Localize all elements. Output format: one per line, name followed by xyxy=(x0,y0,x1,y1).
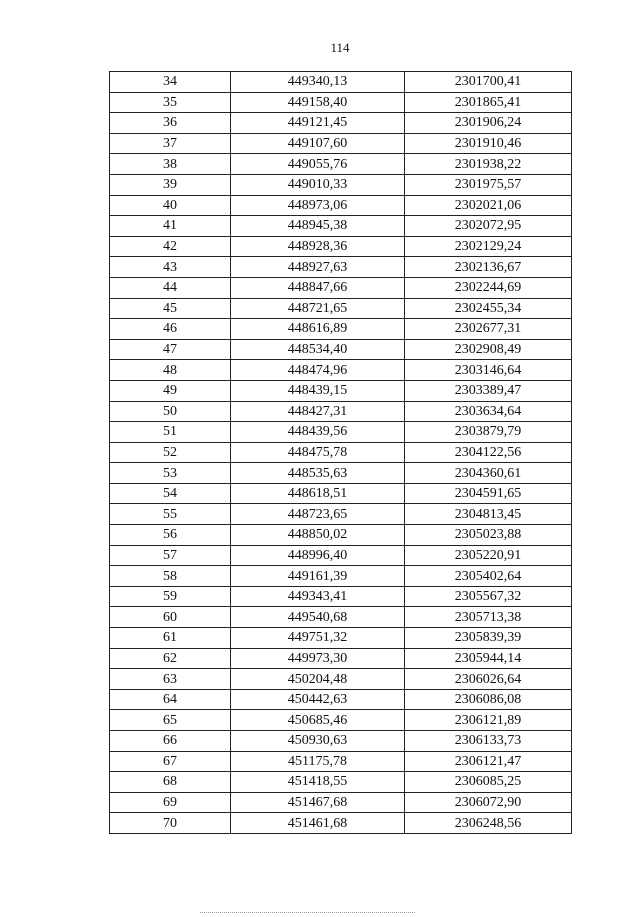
table-row xyxy=(110,92,572,113)
point-number-cell: 37 xyxy=(110,133,231,154)
x-coordinate-cell: 448427,31 xyxy=(231,401,405,422)
point-number-cell: 47 xyxy=(110,339,231,360)
point-number-cell: 34 xyxy=(110,72,231,93)
scan-edge-line xyxy=(200,912,415,913)
table-row xyxy=(110,422,572,443)
x-coordinate-cell: 448439,15 xyxy=(231,380,405,401)
table-row xyxy=(110,628,572,649)
point-number-cell: 66 xyxy=(110,731,231,752)
point-number-cell: 67 xyxy=(110,751,231,772)
y-coordinate-cell: 2304360,61 xyxy=(405,463,572,484)
y-coordinate-cell: 2302677,31 xyxy=(405,319,572,340)
y-coordinate-cell: 2302072,95 xyxy=(405,216,572,237)
x-coordinate-cell: 451418,55 xyxy=(231,772,405,793)
point-number-cell: 68 xyxy=(110,772,231,793)
y-coordinate-cell: 2306133,73 xyxy=(405,731,572,752)
y-coordinate-cell: 2305402,64 xyxy=(405,566,572,587)
table-row xyxy=(110,648,572,669)
point-number-cell: 46 xyxy=(110,319,231,340)
table-row xyxy=(110,772,572,793)
x-coordinate-cell: 448945,38 xyxy=(231,216,405,237)
y-coordinate-cell: 2301865,41 xyxy=(405,92,572,113)
point-number-cell: 57 xyxy=(110,545,231,566)
x-coordinate-cell: 449751,32 xyxy=(231,628,405,649)
table-row xyxy=(110,195,572,216)
table-row xyxy=(110,813,572,834)
point-number-cell: 54 xyxy=(110,483,231,504)
point-number-cell: 48 xyxy=(110,360,231,381)
y-coordinate-cell: 2305220,91 xyxy=(405,545,572,566)
x-coordinate-cell: 448439,56 xyxy=(231,422,405,443)
x-coordinate-cell: 448927,63 xyxy=(231,257,405,278)
table-row xyxy=(110,133,572,154)
point-number-cell: 69 xyxy=(110,792,231,813)
point-number-cell: 64 xyxy=(110,689,231,710)
y-coordinate-cell: 2305944,14 xyxy=(405,648,572,669)
x-coordinate-cell: 448723,65 xyxy=(231,504,405,525)
x-coordinate-cell: 450442,63 xyxy=(231,689,405,710)
x-coordinate-cell: 448996,40 xyxy=(231,545,405,566)
x-coordinate-cell: 449161,39 xyxy=(231,566,405,587)
y-coordinate-cell: 2304122,56 xyxy=(405,442,572,463)
y-coordinate-cell: 2303879,79 xyxy=(405,422,572,443)
point-number-cell: 70 xyxy=(110,813,231,834)
x-coordinate-cell: 448618,51 xyxy=(231,483,405,504)
table-row xyxy=(110,731,572,752)
point-number-cell: 58 xyxy=(110,566,231,587)
y-coordinate-cell: 2301700,41 xyxy=(405,72,572,93)
x-coordinate-cell: 448928,36 xyxy=(231,236,405,257)
table-row xyxy=(110,401,572,422)
point-number-cell: 55 xyxy=(110,504,231,525)
x-coordinate-cell: 448973,06 xyxy=(231,195,405,216)
x-coordinate-cell: 449107,60 xyxy=(231,133,405,154)
point-number-cell: 61 xyxy=(110,628,231,649)
x-coordinate-cell: 449158,40 xyxy=(231,92,405,113)
y-coordinate-cell: 2306121,89 xyxy=(405,710,572,731)
y-coordinate-cell: 2301975,57 xyxy=(405,174,572,195)
y-coordinate-cell: 2305839,39 xyxy=(405,628,572,649)
table-row xyxy=(110,483,572,504)
y-coordinate-cell: 2302129,24 xyxy=(405,236,572,257)
y-coordinate-cell: 2306085,25 xyxy=(405,772,572,793)
table-row xyxy=(110,751,572,772)
point-number-cell: 60 xyxy=(110,607,231,628)
table-row xyxy=(110,298,572,319)
table-row xyxy=(110,792,572,813)
y-coordinate-cell: 2306026,64 xyxy=(405,669,572,690)
x-coordinate-cell: 448721,65 xyxy=(231,298,405,319)
y-coordinate-cell: 2306086,08 xyxy=(405,689,572,710)
table-row xyxy=(110,586,572,607)
point-number-cell: 51 xyxy=(110,422,231,443)
table-row xyxy=(110,236,572,257)
y-coordinate-cell: 2305023,88 xyxy=(405,525,572,546)
x-coordinate-cell: 448475,78 xyxy=(231,442,405,463)
y-coordinate-cell: 2301938,22 xyxy=(405,154,572,175)
x-coordinate-cell: 451461,68 xyxy=(231,813,405,834)
table-row xyxy=(110,277,572,298)
y-coordinate-cell: 2305567,32 xyxy=(405,586,572,607)
table-row xyxy=(110,113,572,134)
x-coordinate-cell: 450685,46 xyxy=(231,710,405,731)
table-row xyxy=(110,154,572,175)
point-number-cell: 50 xyxy=(110,401,231,422)
table-row xyxy=(110,607,572,628)
table-row xyxy=(110,566,572,587)
y-coordinate-cell: 2305713,38 xyxy=(405,607,572,628)
table-row xyxy=(110,525,572,546)
point-number-cell: 35 xyxy=(110,92,231,113)
table-row xyxy=(110,216,572,237)
point-number-cell: 45 xyxy=(110,298,231,319)
y-coordinate-cell: 2306248,56 xyxy=(405,813,572,834)
point-number-cell: 63 xyxy=(110,669,231,690)
point-number-cell: 52 xyxy=(110,442,231,463)
point-number-cell: 59 xyxy=(110,586,231,607)
table-row xyxy=(110,339,572,360)
table-row xyxy=(110,257,572,278)
x-coordinate-cell: 448474,96 xyxy=(231,360,405,381)
point-number-cell: 53 xyxy=(110,463,231,484)
point-number-cell: 43 xyxy=(110,257,231,278)
y-coordinate-cell: 2302244,69 xyxy=(405,277,572,298)
point-number-cell: 44 xyxy=(110,277,231,298)
y-coordinate-cell: 2302908,49 xyxy=(405,339,572,360)
table-row xyxy=(110,174,572,195)
table-row xyxy=(110,545,572,566)
table-row xyxy=(110,504,572,525)
x-coordinate-cell: 448535,63 xyxy=(231,463,405,484)
y-coordinate-cell: 2302021,06 xyxy=(405,195,572,216)
x-coordinate-cell: 448534,40 xyxy=(231,339,405,360)
x-coordinate-cell: 448616,89 xyxy=(231,319,405,340)
y-coordinate-cell: 2302455,34 xyxy=(405,298,572,319)
coordinates-table-body xyxy=(110,72,572,834)
point-number-cell: 40 xyxy=(110,195,231,216)
point-number-cell: 62 xyxy=(110,648,231,669)
point-number-cell: 38 xyxy=(110,154,231,175)
x-coordinate-cell: 449121,45 xyxy=(231,113,405,134)
point-number-cell: 49 xyxy=(110,380,231,401)
x-coordinate-cell: 448847,66 xyxy=(231,277,405,298)
page-number: 114 xyxy=(330,40,350,55)
table-row xyxy=(110,360,572,381)
table-row xyxy=(110,319,572,340)
x-coordinate-cell: 450204,48 xyxy=(231,669,405,690)
y-coordinate-cell: 2303634,64 xyxy=(405,401,572,422)
x-coordinate-cell: 450930,63 xyxy=(231,731,405,752)
point-number-cell: 65 xyxy=(110,710,231,731)
x-coordinate-cell: 449055,76 xyxy=(231,154,405,175)
y-coordinate-cell: 2306072,90 xyxy=(405,792,572,813)
table-row xyxy=(110,380,572,401)
x-coordinate-cell: 451175,78 xyxy=(231,751,405,772)
table-row xyxy=(110,463,572,484)
x-coordinate-cell: 449973,30 xyxy=(231,648,405,669)
y-coordinate-cell: 2304591,65 xyxy=(405,483,572,504)
coordinates-table xyxy=(109,71,572,834)
point-number-cell: 41 xyxy=(110,216,231,237)
x-coordinate-cell: 449340,13 xyxy=(231,72,405,93)
x-coordinate-cell: 448850,02 xyxy=(231,525,405,546)
x-coordinate-cell: 449343,41 xyxy=(231,586,405,607)
y-coordinate-cell: 2306121,47 xyxy=(405,751,572,772)
table-row xyxy=(110,710,572,731)
point-number-cell: 42 xyxy=(110,236,231,257)
y-coordinate-cell: 2301910,46 xyxy=(405,133,572,154)
point-number-cell: 39 xyxy=(110,174,231,195)
table-row xyxy=(110,669,572,690)
table-row xyxy=(110,689,572,710)
x-coordinate-cell: 449540,68 xyxy=(231,607,405,628)
y-coordinate-cell: 2302136,67 xyxy=(405,257,572,278)
table-row xyxy=(110,72,572,93)
y-coordinate-cell: 2301906,24 xyxy=(405,113,572,134)
point-number-cell: 56 xyxy=(110,525,231,546)
y-coordinate-cell: 2303146,64 xyxy=(405,360,572,381)
x-coordinate-cell: 449010,33 xyxy=(231,174,405,195)
x-coordinate-cell: 451467,68 xyxy=(231,792,405,813)
y-coordinate-cell: 2303389,47 xyxy=(405,380,572,401)
point-number-cell: 36 xyxy=(110,113,231,134)
table-row xyxy=(110,442,572,463)
y-coordinate-cell: 2304813,45 xyxy=(405,504,572,525)
